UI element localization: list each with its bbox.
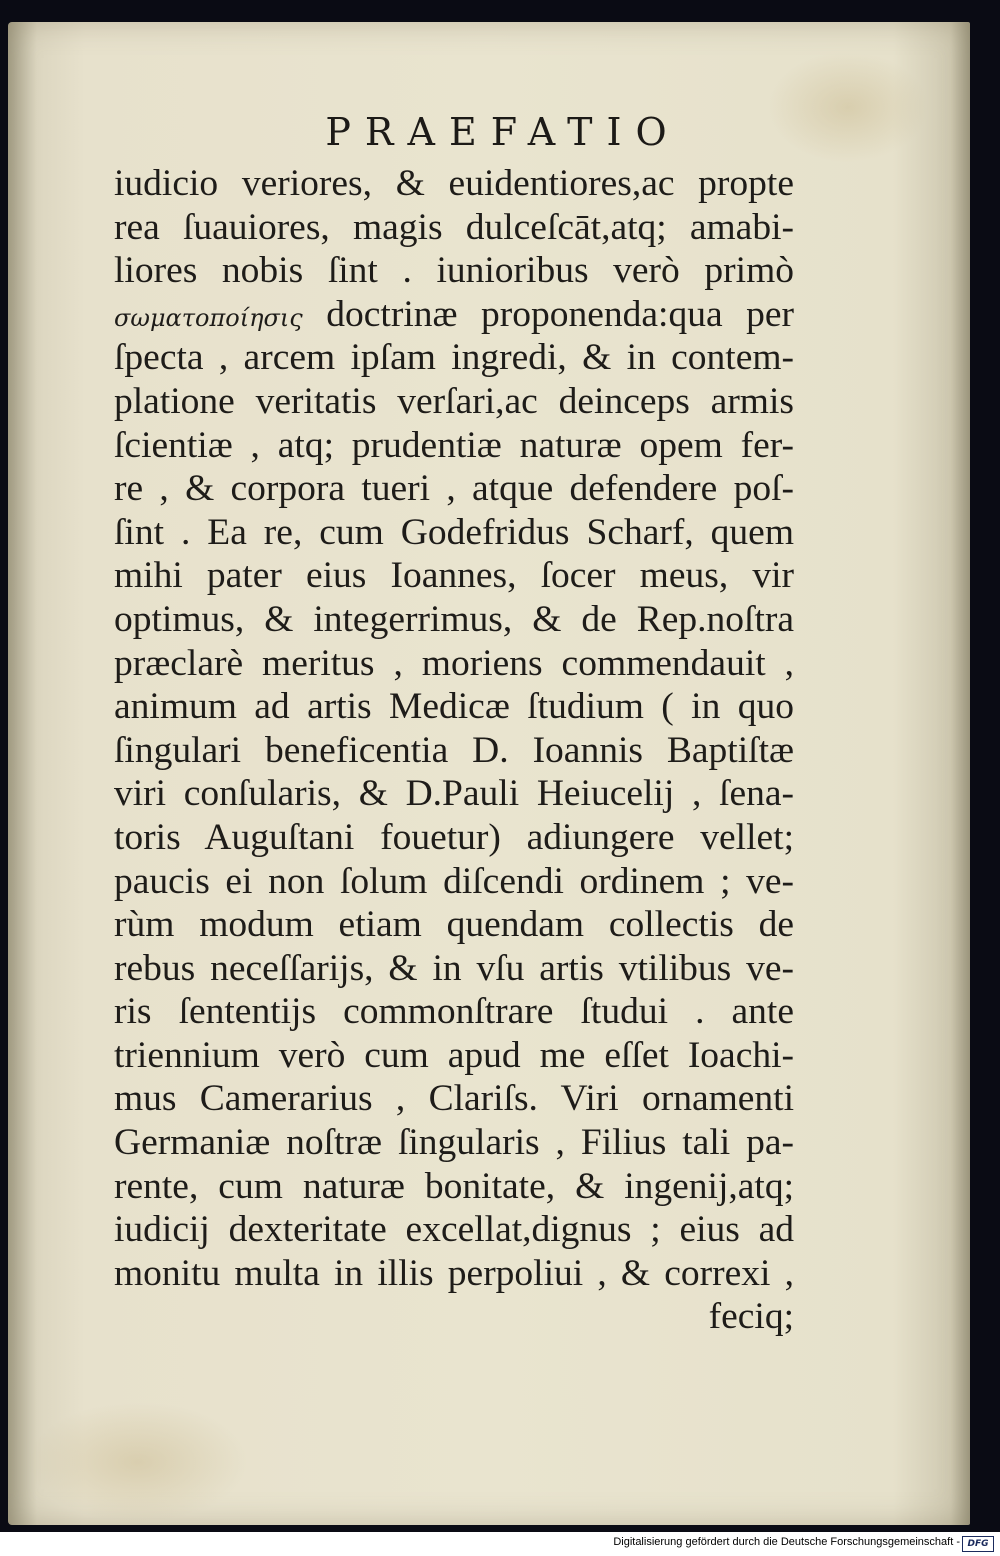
text-line: rebus neceſſarijs, & in vſu artis vtilibus ve- (114, 947, 794, 989)
text-line: mihi pater eius Ioannes, ſocer meus, vir (114, 555, 794, 597)
paper-stain (28, 1402, 248, 1522)
text-line: ris ſententijs commonſtrare ſtudui . ante (114, 991, 794, 1033)
text-line: rùm modum etiam quendam collectis de (114, 904, 794, 946)
running-header: PRAEFATIO (325, 110, 681, 154)
funding-credit: Digitalisierung gefördert durch die Deutsche Forschungsgemeinschaft - (613, 1536, 960, 1548)
body-text (114, 162, 794, 1339)
text-line: monitu multa in illis perpoliui , & correxi , (114, 1252, 794, 1294)
text-line: ſpecta , arcem ipſam ingredi, & in contem- (114, 337, 794, 379)
text-line: animum ad artis Medicæ ſtudium ( in quo (114, 686, 794, 728)
catchword: feciq; (708, 1296, 794, 1338)
text-line: mus Camerarius , Clariſs. Viri ornamenti (114, 1078, 794, 1120)
greek-word: σωματοποίησις (114, 303, 303, 332)
text-line: ſint . Ea re, cum Godefridus Scharf, quem (114, 511, 794, 553)
text-line: ſcientiæ , atq; prudentiæ naturæ opem fer- (114, 424, 794, 466)
text-line: rea ſuauiores, magis dulceſcāt,atq; amabi- (114, 206, 794, 248)
text-line: toris Auguſtani fouetur) adiungere vellet; (114, 816, 794, 858)
text-line-rest: doctrinæ proponenda:qua per (326, 293, 795, 335)
text-line (114, 293, 794, 337)
text-line: rente, cum naturæ bonitate, & ingenij,atq; (114, 1165, 794, 1207)
text-line: viri conſularis, & D.Pauli Heiucelij , ſena- (114, 773, 794, 815)
text-line: Germaniæ noſtræ ſingularis , Filius tali pa- (114, 1122, 794, 1164)
text-line: optimus, & integerrimus, & de Rep.noſtra (114, 598, 794, 640)
book-page (8, 22, 970, 1525)
text-line: iudicij dexteritate excellat,dignus ; eius ad (114, 1209, 794, 1251)
text-line: præclarè meritus , moriens commendauit , (114, 642, 794, 684)
text-line: iudicio veriores, & euidentiores,ac propte (114, 163, 794, 204)
text-line: liores nobis ſint . iunioribus verò primò (114, 250, 794, 292)
text-line: re , & corpora tueri , atque defendere poſ- (114, 468, 794, 510)
text-line: triennium verò cum apud me eſſet Ioachi- (114, 1034, 794, 1076)
text-line: platione veritatis verſari,ac deinceps armis (114, 380, 794, 422)
text-line: ſingulari beneficentia D. Ioannis Baptiſtæ (114, 729, 794, 771)
text-line: paucis ei non ſolum diſcendi ordinem ; ve- (114, 860, 794, 902)
dfg-logo: DFG (962, 1536, 994, 1552)
footer-bar (0, 1532, 1000, 1556)
